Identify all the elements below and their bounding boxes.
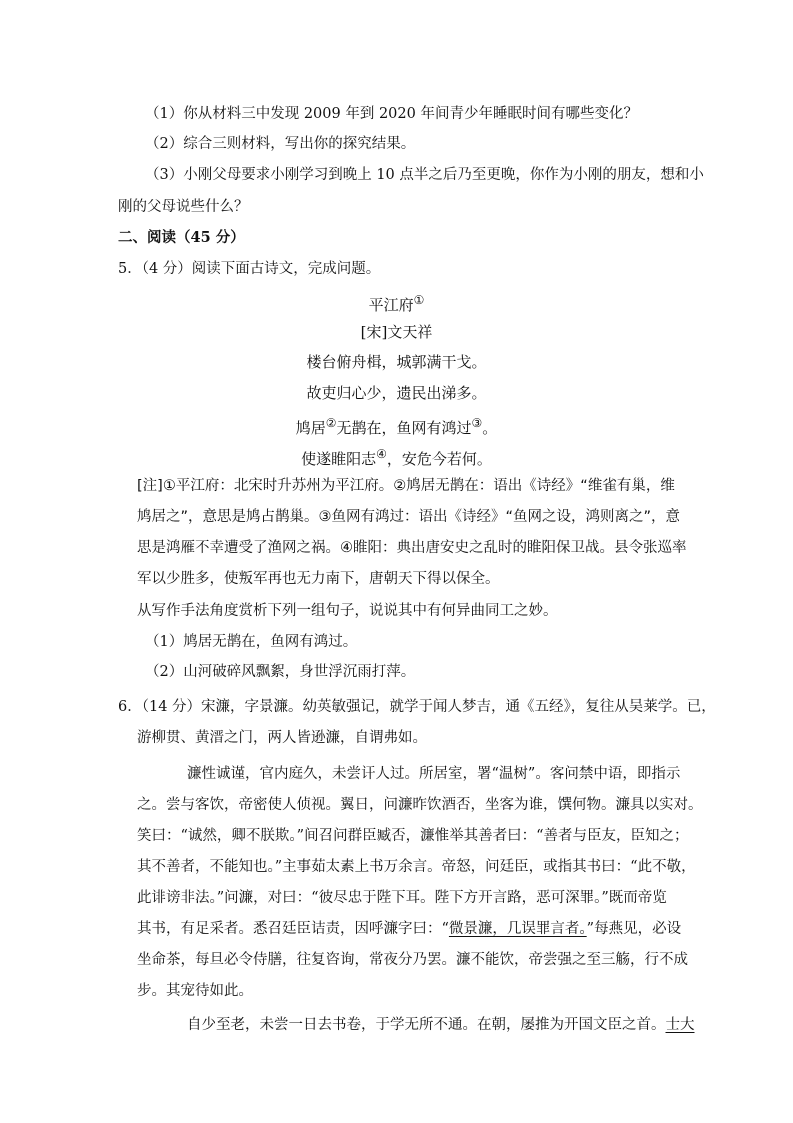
question-4-sub3: （3）小刚父母要求小刚学习到晚上 10 点半之后乃至更晚，你作为小刚的朋友，想和小 [145, 167, 704, 183]
question-4-sub2: （2）综合三则材料，写出你的探究结果。 [145, 136, 416, 152]
question-5-intro: 5．（4 分）阅读下面古诗文，完成问题。 [118, 261, 381, 277]
poem-line-1: 楼台俯舟楫，城郭满干戈。 [306, 353, 487, 371]
question-5-prompt: 从写作手法角度赏析下列一组句子，说说其中有何异曲同工之妙。 [137, 603, 558, 619]
passage-p1-line-3: 笑曰：“诚然，卿不朕欺。”间召问群臣臧否，濂惟举其善者曰：“善者与臣友，臣知之； [137, 828, 689, 844]
poem-author: [宋]文天祥 [360, 323, 433, 341]
note-marker: ① [413, 293, 425, 307]
underlined-sentence: 士大 [665, 1017, 695, 1033]
poem-note-line-1: [注]①平江府：北宋时升苏州为平江府。②鸠居无鹊在：语出《诗经》“维雀有巢，维 [137, 478, 675, 494]
passage-p1-line-2: 之。尝与客饮，帝密使人侦视。翼日，问濂昨饮酒否，坐客为谁，馔何物。濂具以实对。 [137, 797, 703, 813]
poem-note-line-4: 军以少胜多，使叛军再也无力南下，唐朝天下得以保全。 [137, 571, 500, 587]
note-marker: ④ [376, 447, 387, 461]
poem-note-line-3: 思是鸿雁不幸遭受了渔网之祸。④睢阳：典出唐安史之乱时的睢阳保卫战。县令张巡率 [137, 540, 687, 556]
note-marker: ② [325, 416, 337, 430]
poem-line-2: 故吏归心少，遗民出涕多。 [306, 384, 487, 402]
section-title: 二、阅读（45 分） [118, 229, 245, 246]
passage-p1-line-1: 濂性诚谨，官内庭久，未尝讦人过。所居室，署“温树”。客问禁中语，即指示 [187, 766, 681, 782]
passage-p1-line-4: 其不善者，不能知也。”主事茹太素上书万余言。帝怒，问廷臣，或指其书曰：“此不敬， [137, 859, 696, 875]
poem-line-4: 使遂睢阳志④，安危今若何。 [301, 447, 492, 468]
note-marker: ③ [471, 416, 483, 430]
question-5-sub2: （2）山河破碎风飘絮，身世浮沉雨打萍。 [145, 664, 416, 680]
question-6-intro-line-2: 游柳贯、黄溍之门，两人皆逊濂，自谓弗如。 [137, 730, 427, 746]
underlined-sentence: 微景濂，几误罪言者。 [448, 921, 587, 937]
poem-title: 平江府① [368, 293, 425, 314]
question-5-sub1: （1）鸠居无鹊在，鱼网有鸿过。 [145, 634, 358, 650]
passage-p1-line-7: 坐命茶，每旦必令侍膳，往复咨询，常夜分乃罢。濂不能饮，帝尝强之至三觞，行不成 [137, 952, 688, 968]
passage-p1-line-8: 步。其宠待如此。 [137, 983, 253, 999]
passage-p1-line-6: 其书，有足采者。悉召廷臣诘责，因呼濂字曰：“微景濂，几误罪言者。”每燕见，必设 [137, 921, 682, 937]
question-4-sub1: （1）你从材料三中发现 2009 年到 2020 年间青少年睡眠时间有哪些变化？ [145, 106, 638, 122]
passage-p1-line-5: 此诽谤非法。”问濂，对曰：“彼尽忠于陛下耳。陛下方开言路，恶可深罪。”既而帝览 [137, 890, 667, 906]
passage-p2-line-1: 自少至老，未尝一日去书卷，于学无所不通。在朝，屡推为开国文臣之首。士大 [187, 1017, 695, 1033]
question-6-intro-line-1: 6．（14 分）宋濂，字景濂。幼英敏强记，就学于闻人梦吉，通《五经》，复往从吴莱学。已， [118, 699, 716, 715]
question-4-sub3-cont: 刚的父母说些什么？ [118, 199, 249, 215]
poem-note-line-2: 鸠居之”，意思是鸠占鹊巢。③鱼网有鸿过：语出《诗经》“鱼网之设，鸿则离之”，意 [137, 509, 681, 525]
poem-line-3: 鸠居②无鹊在，鱼网有鸿过③。 [295, 416, 498, 437]
